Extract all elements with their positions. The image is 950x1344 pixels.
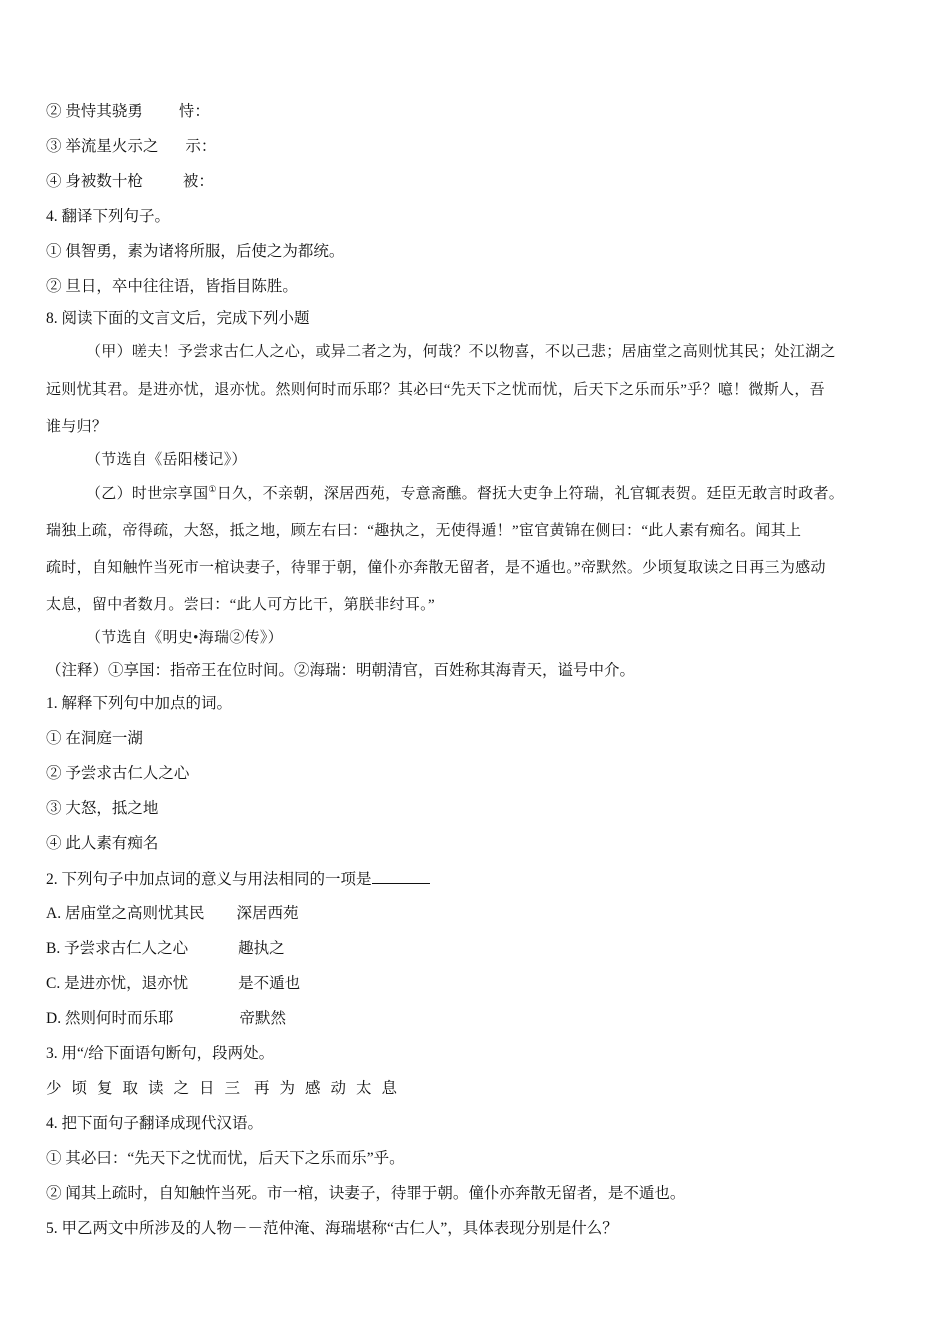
vocab-phrase: ④ 身被数十枪 <box>46 173 143 190</box>
option-left: 予尝求古仁人之心 <box>64 940 189 957</box>
vocab-phrase: ② 贵恃其骁勇 <box>46 103 143 120</box>
passage-yi-line: 太息，留中者数月。尝曰：“此人可方比干，第朕非纣耳。” <box>46 597 435 613</box>
sentence-item: ② 旦日，卒中往往语，皆指目陈胜。 <box>46 278 298 295</box>
vocab-item-3 <box>46 137 216 157</box>
question-title: 3. 用“/给下面语句断句，段两处。 <box>46 1045 275 1062</box>
exercise-text: 再为感动太息 <box>254 1080 408 1097</box>
question-title: 1. 解释下列句中加点的词。 <box>46 695 233 712</box>
sentence-item: ① 其必曰：“先天下之忧而忧，后天下之乐而乐”乎。 <box>46 1150 405 1167</box>
question-text: 2. 下列句子中加点词的意义与用法相同的一项是 <box>46 871 372 888</box>
option-label: C. <box>46 975 61 992</box>
option-right: 帝默然 <box>239 1010 286 1027</box>
passage-jia-line: 谁与归？ <box>46 419 108 435</box>
option-label: D. <box>46 1010 62 1027</box>
choice-option-d <box>46 1009 286 1029</box>
annotation-notes: （注释）①享国：指帝王在位时间。②海瑞：明朝清官，百姓称其海青天，谥号中介。 <box>46 662 636 679</box>
option-label: A. <box>46 905 62 922</box>
question-title: 4. 把下面句子翻译成现代汉语。 <box>46 1115 264 1132</box>
passage-jia-source: （节选自《岳阳楼记》） <box>86 452 247 468</box>
answer-blank[interactable] <box>372 869 430 884</box>
choice-option-c <box>46 974 300 994</box>
vocab-item-4 <box>46 172 214 192</box>
vocab-phrase: ③ 举流星火示之 <box>46 138 159 155</box>
vocab-word: 恃： <box>178 103 210 120</box>
passage-jia-line: （甲）嗟夫！予尝求古仁人之心，或异二者之为，何哉？不以物喜，不以己悲；居庙堂之高则忧其民；处江湖之 <box>86 344 836 360</box>
sentence-item: ① 俱智勇，素为诸将所服，后使之为都统。 <box>46 243 345 260</box>
footnote-marker: ① <box>208 484 217 494</box>
list-item: ③ 大怒，抵之地 <box>46 800 159 817</box>
option-right: 是不遁也 <box>238 975 301 992</box>
question-title <box>46 869 430 890</box>
choice-option-b <box>46 939 285 959</box>
vocab-word: 被： <box>182 173 214 190</box>
exercise-text: 少顷复取读之日三 <box>46 1080 251 1097</box>
reading-title: 8. 阅读下面的文言文后，完成下列小题 <box>46 310 310 327</box>
punctuation-exercise <box>46 1079 407 1099</box>
question-title: 5. 甲乙两文中所涉及的人物－－范仲淹、海瑞堪称“古仁人”，具体表现分别是什么？ <box>46 1220 618 1237</box>
passage-yi-line <box>86 484 844 504</box>
list-item: ② 予尝求古仁人之心 <box>46 765 190 782</box>
option-left: 居庙堂之高则忧其民 <box>64 905 205 922</box>
question-title: 4. 翻译下列句子。 <box>46 208 171 225</box>
option-right: 深居西苑 <box>236 905 299 922</box>
vocab-word: 示： <box>185 138 217 155</box>
passage-yi-line: 疏时，自知触忤当死市一棺诀妻子，待罪于朝，僮仆亦奔散无留者，是不遁也。”帝默然。少顷复取读之日再三为感动 <box>46 560 826 576</box>
list-item: ① 在洞庭一湖 <box>46 730 143 747</box>
option-right: 趣执之 <box>238 940 285 957</box>
passage-text: （乙）时世宗享国 <box>86 486 209 502</box>
option-left: 然则何时而乐耶 <box>64 1010 174 1027</box>
option-label: B. <box>46 940 61 957</box>
passage-jia-line: 远则忧其君。是进亦忧，退亦忧。然则何时而乐耶？其必曰“先天下之忧而忧，后天下之乐而乐”乎？噫！微斯人，吾 <box>46 382 825 398</box>
choice-option-a <box>46 904 298 924</box>
passage-yi-line: 瑞独上疏，帝得疏，大怒，抵之地，顾左右曰：“趣执之，无使得遁！”宦官黄锦在侧曰：“此人素有痴名。闻其上 <box>46 523 802 539</box>
option-left: 是进亦忧，退亦忧 <box>64 975 189 992</box>
passage-text: 日久，不亲朝，深居西苑，专意斋醮。督抚大吏争上符瑞，礼官辄表贺。廷臣无敢言时政者。 <box>216 486 845 502</box>
passage-yi-source: （节选自《明史•海瑞②传》） <box>86 630 283 646</box>
list-item: ④ 此人素有痴名 <box>46 835 159 852</box>
vocab-item-2 <box>46 102 210 122</box>
sentence-item: ② 闻其上疏时，自知触忤当死。市一棺，诀妻子，待罪于朝。僮仆亦奔散无留者，是不遁也。 <box>46 1185 686 1202</box>
